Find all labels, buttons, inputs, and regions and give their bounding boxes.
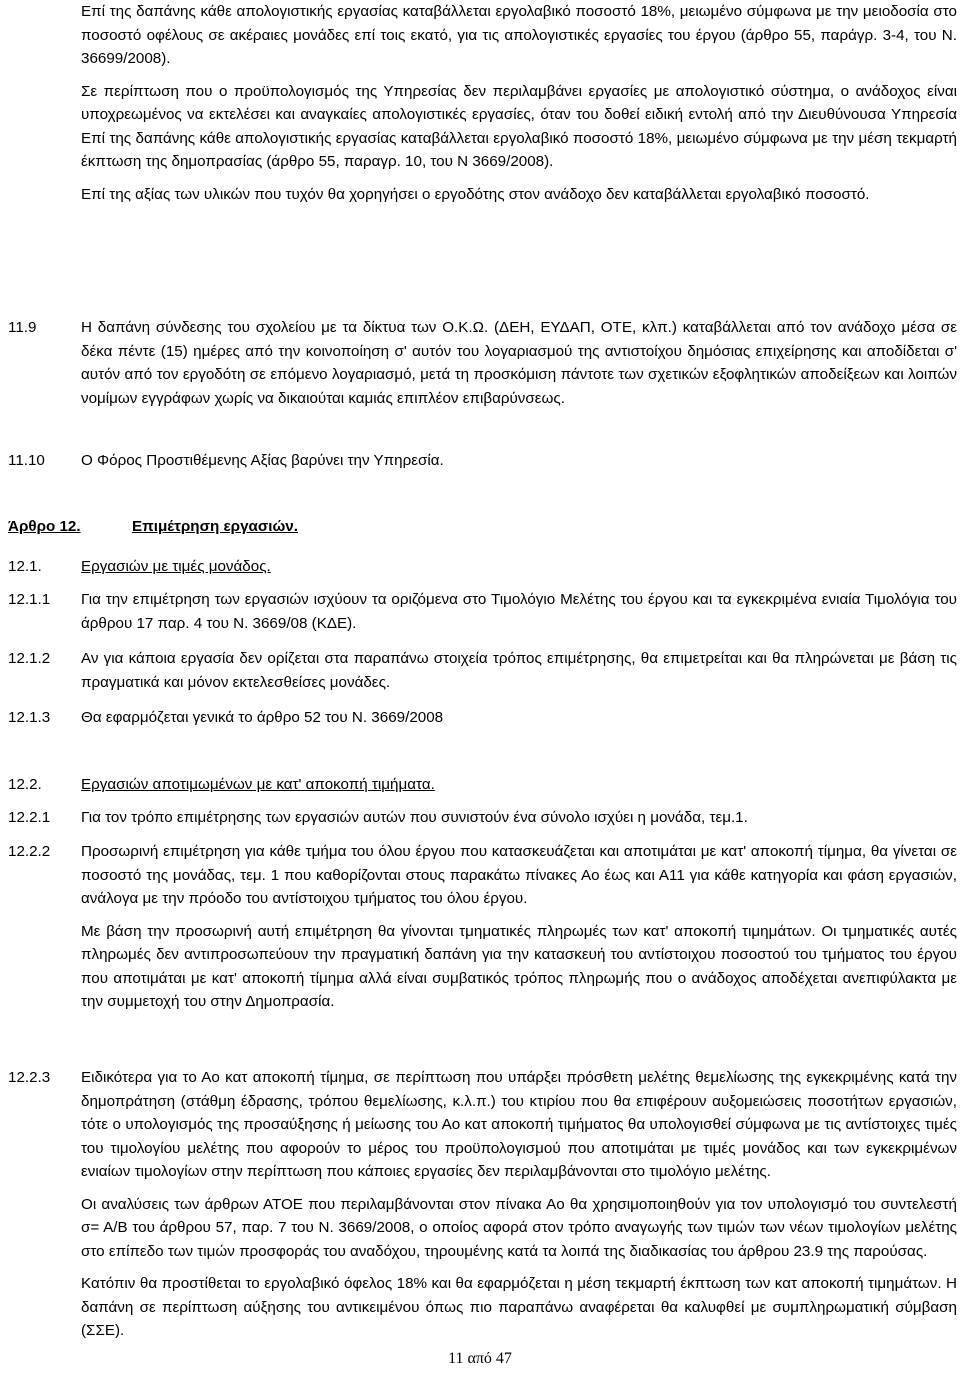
item-text: Για τον τρόπο επιμέτρησης των εργασιών αυτών που συνιστούν ένα σύνολο ισχύει η μονάδα, τεμ.1. xyxy=(81,809,748,826)
item-text-continued-2: Κατόπιν θα προστίθεται το εργολαβικό όφελος 18% και θα εφαρμόζεται η μέση τεκμαρτή έκπτωση των κατ αποκοπή τιμημάτων. Η δαπάνη σε περίπτωση αύξησης του αντικειμένου όπως πιο παραπάνω αναφέρεται θα καλυφθεί με συμπληρωματική σύμβαση (ΣΣΕ). xyxy=(81,1275,957,1339)
item-number: 12.2.2 xyxy=(8,843,51,860)
item-11-10 xyxy=(0,449,960,473)
item-number: 12.1.1 xyxy=(8,591,51,608)
item-number: 12.2.3 xyxy=(8,1069,51,1086)
item-number: 11.9 xyxy=(8,319,37,336)
item-12-1-3 xyxy=(0,706,960,730)
section-12-1-heading xyxy=(0,555,960,579)
item-number: 12.1. xyxy=(8,558,42,575)
item-12-2-2 xyxy=(0,840,960,1014)
article-title: Επιμέτρηση εργασιών. xyxy=(132,518,298,535)
item-text: Ειδικότερα για το Αο κατ αποκοπή τίμημα, σε περίπτωση που υπάρξει πρόσθετη μελέτης θεμελίωσης της εγκεκριμένης κατά την δημοπράτηση (στάθμη έδρασης, τρόπου θεμελίωσης, κ.λ.π.) του κτιρίου που θα επιφέρουν αυξομειώσεις ποσοτήτων εργασιών, τότε ο υπολογισμός της προσαύξησης ή μείωσης του Αο κατ αποκοπή τιμήματος θα υπολογισθεί σύμφωνα με τις αντίστοιχες τιμές του τιμολογίου μελέτης που αφορούν το μέρος του προϋπολογισμού που αποτιμάται με τιμές μονάδος και των εγκεκριμένων ενιαίων τιμολογίων στην περίπτωση που κάποιες εργασίες δεν περιλαμβάνονται στο τιμολόγιο μελέτης. xyxy=(81,1069,957,1180)
item-text: Θα εφαρμόζεται γενικά το άρθρο 52 του Ν. 3669/2008 xyxy=(81,709,444,726)
section-title: Εργασιών αποτιμωμένων με κατ' αποκοπή τιμήματα. xyxy=(81,776,435,793)
item-number: 12.1.3 xyxy=(8,709,51,726)
paragraph-fee-18: Επί της δαπάνης κάθε απολογιστικής εργασίας καταβάλλεται εργολαβικό ποσοστό 18%, μειωμένο σύμφωνα με την μειοδοσία στο ποσοστό οφέλους σε ακέραιες μονάδες επί τοις εκατό, για τις απολογιστικές εργασίες του έργου (άρθρο 55, παράγρ. 3-4, του Ν. 36699/2008). xyxy=(81,3,957,67)
item-number: 12.2.1 xyxy=(8,809,51,826)
intro-section xyxy=(0,0,960,206)
section-title: Εργασιών με τιμές μονάδος. xyxy=(81,558,271,575)
item-text: Ο Φόρος Προστιθέμενης Αξίας βαρύνει την Υπηρεσία. xyxy=(81,452,444,469)
item-text-continued: Με βάση την προσωρινή αυτή επιμέτρηση θα γίνονται τμηματικές πληρωμές των κατ' αποκοπή τιμημάτων. Οι τμηματικές αυτές πληρωμές δεν αντιπροσωπεύουν την πραγματική δαπάνη για την κατασκευή του αντίστοιχου ποσοστού του τμήματος του έργου που αποτιμάται με κατ' αποκοπή τίμημα αλλά είναι συμβατικός τρόπος πληρωμής που ο ανάδοχος αποδέχεται ανεπιφύλακτα με την συμμετοχή του στην Δημοπρασία. xyxy=(81,922,957,1010)
item-text-continued: Οι αναλύσεις των άρθρων ΑΤΟΕ που περιλαμβάνονται στον πίνακα Αο θα χρησιμοποιηθούν για τον υπολογισμό του συντελεστή σ= Α/Β του άρθρου 57, παρ. 7 του Ν. 3669/2008, ο οποίος αφορά στον τρόπο αναγωγής των τιμών των νέων τιμολογίων μελέτης στο επίπεδο των τιμών προσφοράς του αναδόχου, τηρουμένης κατά τα λοιπά της διαδικασίας του άρθρου 23.9 της παρούσας. xyxy=(81,1195,957,1260)
paragraph-materials: Επί της αξίας των υλικών που τυχόν θα χορηγήσει ο εργοδότης στον ανάδοχο δεν καταβάλλεται εργολαβικό ποσοστό. xyxy=(81,185,870,203)
section-12-2-heading xyxy=(0,773,960,797)
item-number: 12.2. xyxy=(8,776,42,793)
item-12-1-1 xyxy=(0,588,960,635)
article-12-heading xyxy=(0,515,960,539)
item-11-9 xyxy=(0,316,960,410)
item-text: Προσωρινή επιμέτρηση για κάθε τμήμα του όλου έργου που κατασκευάζεται και αποτιμάται με κατ' αποκοπή τίμημα, θα γίνεται σε ποσοστό της μονάδας, τεμ. 1 που καθορίζονται στους παρακάτω πίνακες Αο έως και Α11 για κάθε κατηγορία και φάση εργασιών, ανάλογα με την πρόοδο του αντίστοιχου τμήματος του όλου έργου. xyxy=(81,843,957,907)
item-text: Για την επιμέτρηση των εργασιών ισχύουν τα οριζόμενα στο Τιμολόγιο Μελέτης του έργου και τα εγκεκριμένα ενιαία Τιμολόγια του άρθρου 17 παρ. 4 του Ν. 3669/08 (ΚΔΕ). xyxy=(81,591,957,632)
article-number: Άρθρο 12. xyxy=(8,518,81,535)
page-number: 11 από 47 xyxy=(448,1350,512,1367)
item-12-2-3 xyxy=(0,1066,960,1343)
item-12-1-2 xyxy=(0,647,960,694)
item-text: Η δαπάνη σύνδεσης του σχολείου με τα δίκτυα των Ο.Κ.Ω. (ΔΕΗ, ΕΥΔΑΠ, ΟΤΕ, κλπ.) καταβάλλεται από τον ανάδοχο μέσα σε δέκα πέντε (15) ημέρες από την κοινοποίηση σ' αυτόν του λογαριασμού της αντιστοίχου δημόσιας επιχείρησης και αποδίδεται σ' αυτόν από τον εργοδότη σε επόμενο λογαριασμό, μετά τη προσκόμιση πάντοτε των σχετικών εξοφλητικών αποδείξεων και λοιπών νομίμων εγγράφων χωρίς να δικαιούται καμιάς επιπλέον επιβαρύνσεως. xyxy=(81,319,957,407)
item-number: 11.10 xyxy=(8,452,45,469)
item-number: 12.1.2 xyxy=(8,650,51,667)
paragraph-no-cost-system: Σε περίπτωση που ο προϋπολογισμός της Υπηρεσίας δεν περιλαμβάνει εργασίες με απολογιστικό σύστημα, ο ανάδοχος είναι υποχρεωμένος να εκτελέσει και αναγκαίες απολογιστικές εργασίες, όταν του δοθεί ειδική εντολή από την Διευθύνουσα Υπηρεσία Επί της δαπάνης κάθε απολογιστικής εργασίας καταβάλλεται εργολαβικό ποσοστό 18%, μειωμένο σύμφωνα με την μέση τεκμαρτή έκπτωση της δημοπρασίας (άρθρο 55, παραγρ. 10, του Ν 3669/2008). xyxy=(81,82,957,170)
item-12-2-1 xyxy=(0,806,960,830)
item-text: Αν για κάποια εργασία δεν ορίζεται στα παραπάνω στοιχεία τρόπος επιμέτρησης, θα επιμετρείται και θα πληρώνεται με βάση τις πραγματικά και μόνον εκτελεσθείσες μονάδες. xyxy=(81,650,957,691)
